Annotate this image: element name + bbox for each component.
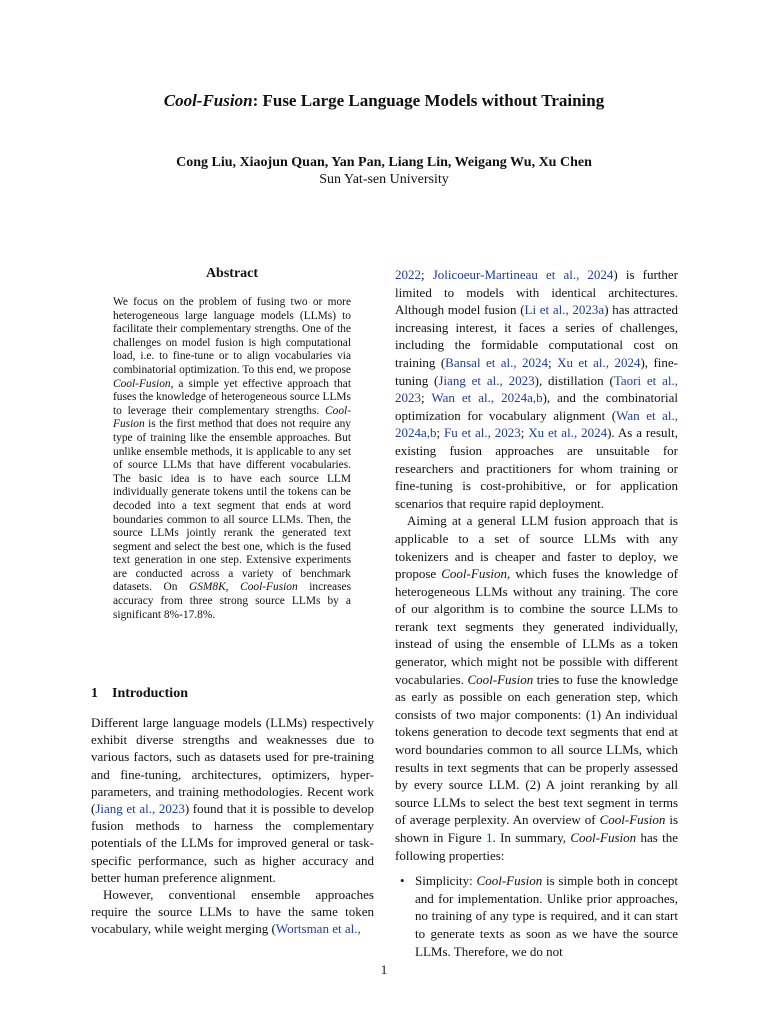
- text-run: ;: [548, 354, 558, 370]
- section-number: 1: [91, 686, 98, 701]
- page-number: 1: [380, 962, 388, 977]
- text-run: is the first method that does not require any type of training like the ensemble approaches. But unlike ensemble methods, it is applicable to any set of source LLMs that have different vocabularies. The basic idea is to have each source LLM individually generate tokens until the tokens can be decoded into a text segment that ends at word boundaries common to all source LLMs. Then, the source LLMs jointly rerank the generated text segment and select the best one, which is the fused text generation in one step. Extensive experiments are conducted across a variety of benchmark datasets. On: [113, 418, 351, 594]
- text-run: ), distillation (: [534, 372, 614, 388]
- text-run: tries to fuse the knowledge as early as possible on each generation step, which consists of two major components: (1) An individual tokens generation to decode text segments that end at word boundaries common to all source LLMs, which results in text segments that can be properly assessed by every source LLM. (2) A joint reranking by all source LLMs to select the best text segment in terms of average perplexity. An overview of: [395, 671, 678, 828]
- emphasis-text: Cool-Fusion: [599, 812, 666, 828]
- body-paragraph: [395, 512, 678, 864]
- body-paragraph: [395, 266, 678, 512]
- body-paragraph: [91, 714, 374, 886]
- emphasis-text: Cool-Fusion: [476, 873, 543, 889]
- right-column-paragraphs: [395, 266, 678, 864]
- title-rest: : Fuse Large Language Models without Training: [252, 91, 605, 110]
- citation-link[interactable]: Jolicoeur-Martineau et al., 2024: [432, 267, 614, 282]
- abstract-body: [113, 296, 351, 622]
- text-run: We focus on the problem of fusing two or more heterogeneous large language models (LLMs) to facilitate their complementary strengths. One of the challenges on model fusion is high computational load, i.e. to fine-tune or to align vocabularies via combinatorial optimization. To this end, we propose: [113, 296, 351, 376]
- text-run: ;: [436, 425, 445, 441]
- section-heading-introduction: [91, 686, 202, 702]
- citation-link[interactable]: Taori et al., 2023: [395, 372, 678, 406]
- left-column-body: [91, 714, 374, 938]
- paper-title: [0, 91, 768, 111]
- text-run: However, conventional ensemble approaches require the source LLMs to have the same token vocabulary, while weight merging (: [91, 887, 374, 937]
- list-item: [395, 872, 678, 960]
- text-run: ) has attracted increasing interest, it faces a series of challenges, including the formidable computational cost on training (: [395, 302, 679, 370]
- section-title: Introduction: [112, 686, 188, 701]
- text-run: , a simple yet effective approach that fuses the knowledge of heterogeneous source LLMs to leverage their complementary strengths.: [113, 377, 351, 417]
- abstract-heading: Abstract: [205, 266, 259, 281]
- text-run: ), fine-tuning (: [395, 354, 678, 388]
- citation-link[interactable]: Bansal et al., 2024: [445, 354, 549, 370]
- citation-link[interactable]: Wortsman et al.,: [275, 921, 361, 937]
- text-run: Simplicity:: [415, 873, 477, 889]
- text-run: ), and the combinatorial optimization for vocabulary alignment (: [395, 390, 678, 423]
- citation-link[interactable]: 2022: [395, 267, 421, 282]
- text-run: Different large language models (LLMs) respectively exhibit diverse strengths and weaknesses due to various factors, such as datasets used for pre-training and fine-tuning, architectures, optimizers, hyper-parameters, and training methodologies. Recent work (: [91, 715, 374, 817]
- properties-list: [395, 872, 678, 960]
- affiliation: Sun Yat-sen University: [319, 172, 449, 187]
- text-run: Aiming at a general LLM fusion approach that is applicable to a set of source LLMs with any tokenizers and is cheaper and faster to deploy, we propose: [395, 513, 678, 582]
- text-run: ;: [520, 425, 529, 441]
- right-column-body: [395, 266, 678, 960]
- citation-link[interactable]: Wan et al., 2024a,b: [431, 390, 543, 406]
- citation-link[interactable]: Wan et al., 2024a,b: [395, 407, 679, 441]
- emphasis-text: GSM8K: [188, 581, 226, 594]
- text-run: ). As a result, existing fusion approaches are unsuitable for researchers and practitioners for whom training or fine-tuning is cost-prohibitive, or for application scenarios that require rapid deployment.: [395, 425, 678, 511]
- body-paragraph: [91, 886, 374, 938]
- text-run: , which fuses the knowledge of heterogeneous LLMs without any training. The core of our algorithm is to combine the source LLMs to rerank text segments they generated individually, instead of using the ensemble of LLMs as a token generator, which might not be possible with different vocabularies.: [395, 566, 678, 687]
- citation-link[interactable]: 1: [486, 830, 493, 845]
- text-run: ) is further limited to models with identical architectures. Although model fusion (: [395, 267, 678, 318]
- abstract-paragraph: [113, 296, 351, 622]
- emphasis-text: Cool-Fusion: [467, 671, 534, 687]
- emphasis-text: Cool-Fusion: [113, 377, 171, 390]
- text-run: ) found that it is possible to develop fusion methods to harness the complementary potentials of the LLMs for improved general or task-specific performance, such as higher accuracy and better human preference alignment.: [91, 801, 374, 885]
- citation-link[interactable]: Li et al., 2023a: [524, 302, 605, 318]
- citation-link[interactable]: Jiang et al., 2023: [95, 801, 185, 817]
- citation-link[interactable]: Jiang et al., 2023: [438, 372, 535, 388]
- text-run: ;: [421, 267, 433, 282]
- text-run: ;: [421, 390, 432, 406]
- text-run: is shown in Figure: [395, 812, 679, 845]
- emphasis-text: Cool-Fusion: [240, 581, 298, 594]
- text-run: increases accuracy from three strong source LLMs by a significant 8%-17.8%.: [113, 581, 351, 621]
- emphasis-text: Cool-Fusion: [570, 830, 637, 845]
- text-run: ,: [225, 581, 241, 594]
- text-run: has the following properties:: [395, 830, 679, 863]
- emphasis-text: Cool-Fusion: [441, 566, 507, 582]
- text-run: is simple both in concept and for implementation. Unlike prior approaches, no training of any type is required, and it can start to generate texts as soon as we have the source LLMs. Therefore, we do not: [415, 873, 678, 959]
- emphasis-text: Cool-Fusion: [113, 404, 351, 431]
- title-method-name: Cool-Fusion: [163, 91, 253, 110]
- text-run: . In summary,: [492, 830, 571, 845]
- citation-link[interactable]: Fu et al., 2023: [444, 425, 521, 441]
- author-list: Cong Liu, Xiaojun Quan, Yan Pan, Liang Lin, Weigang Wu, Xu Chen: [176, 155, 592, 170]
- citation-link[interactable]: Xu et al., 2024: [557, 354, 641, 370]
- citation-link[interactable]: Xu et al., 2024: [528, 425, 608, 441]
